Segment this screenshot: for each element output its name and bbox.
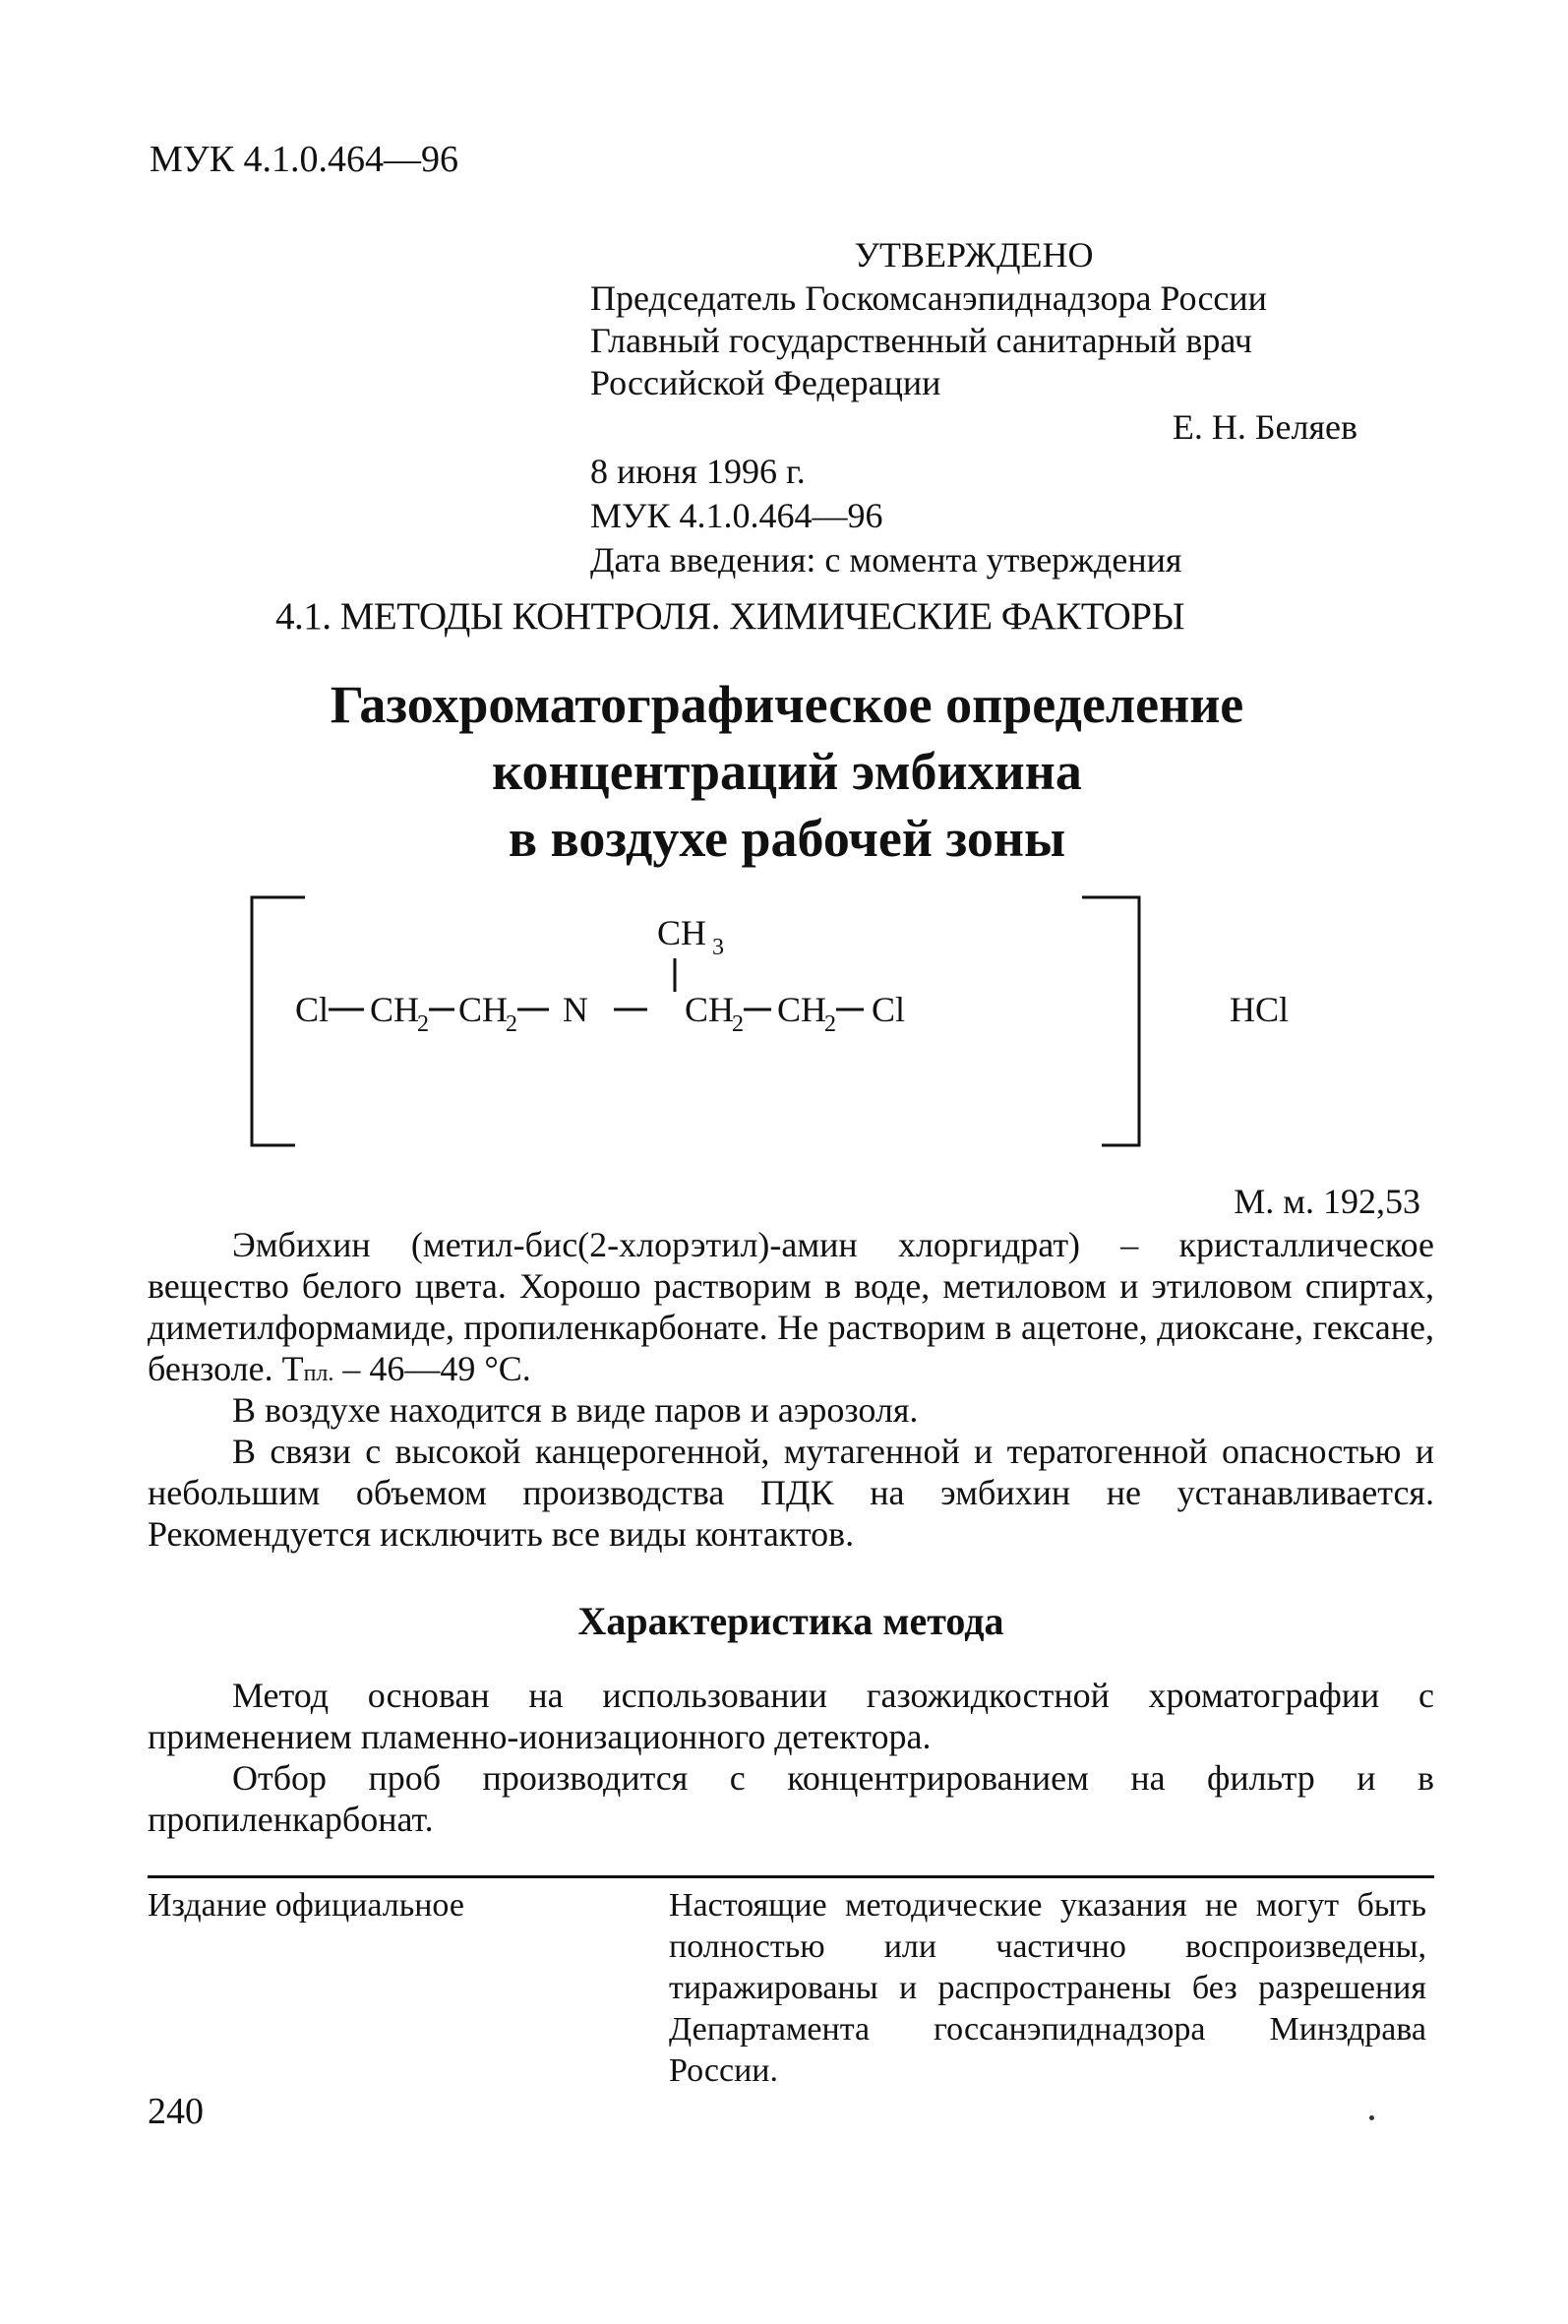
paragraph-method: [148, 1675, 1434, 1757]
formula-ch-b: CH: [458, 990, 509, 1029]
formula-sub-2: 2: [506, 1011, 517, 1037]
approval-block: [590, 232, 1357, 582]
document-code: МУК 4.1.0.464—96: [150, 139, 459, 180]
paragraph-text: Эмбихин (метил-бис(2-хлорэтил)-амин хлоргидрат) – кристаллическое вещество белого цвета. Хорошо растворим в воде, метиловом и этиловом спиртах, диметилформамиде, пропиленкарбонате. Не растворим в ацетоне, диоксане, гексане, бензоле. Т: [148, 1225, 1434, 1388]
formula-ch-c: CH: [685, 990, 735, 1029]
approval-signatory: Е. Н. Беляев: [1172, 407, 1357, 447]
approval-line: Российской Федерации: [590, 363, 941, 402]
formula-cl-right: Cl: [872, 990, 906, 1029]
approval-title: УТВЕРЖДЕНО: [854, 235, 1094, 275]
paragraph-air: [148, 1389, 1434, 1431]
paragraph: В воздухе находится в виде паров и аэрозоля.: [232, 1390, 919, 1430]
approval-line: Председатель Госкомсанэпиднадзора России: [590, 278, 1267, 318]
formula-sub-2: 2: [417, 1011, 429, 1037]
paragraph: Метод основан на использовании газожидкостной хроматографии с применением пламенно-ионизационного детектора.: [148, 1676, 1434, 1756]
formula-ch-d: CH: [777, 990, 827, 1029]
formula-svg: [236, 886, 1436, 1161]
structural-formula: [236, 886, 1436, 1161]
page-number: 240: [148, 2091, 204, 2132]
paragraph: В связи с высокой канцерогенной, мутагенной и тератогенной опасностью и небольшим объемом производства ПДК на эмбихин не устанавливается. Рекомендуется исключить все виды контактов.: [148, 1432, 1434, 1554]
title-line: в воздухе рабочей зоны: [508, 809, 1066, 868]
title-line: концентраций эмбихина: [492, 742, 1082, 801]
footer-official-edition: Издание официальное: [148, 1887, 464, 1924]
approval-code: МУК 4.1.0.464—96: [590, 496, 883, 535]
formula-sub-2: 2: [824, 1011, 836, 1037]
melting-sub: пл.: [303, 1361, 334, 1386]
approval-date: 8 июня 1996 г.: [590, 452, 806, 491]
approval-line: Главный государственный санитарный врач: [590, 321, 1252, 360]
footer-divider: [148, 1875, 1434, 1878]
paragraph-sampling: [148, 1757, 1434, 1840]
document-title: [148, 671, 1426, 872]
footer-copyright-notice: Настоящие методические указания не могут быть полностью или частично воспроизведены, тиражированы и распространены без разрешения Департамента госсанэпиднадзора Минздрава России.: [669, 1887, 1426, 2089]
paragraph: Отбор проб производится с концентрированием на фильтр и в пропиленкарбонат.: [148, 1758, 1434, 1839]
paragraph-text-end: – 46—49 °С.: [333, 1349, 531, 1388]
formula-sub-3: 3: [712, 935, 724, 960]
subsection-heading: Характеристика метода: [577, 1599, 1004, 1643]
approval-intro-date: Дата введения: с момента утверждения: [590, 540, 1182, 580]
title-line: Газохроматографическое определение: [330, 675, 1244, 734]
formula-sub-2: 2: [732, 1011, 744, 1037]
paragraph: [148, 1224, 1434, 1394]
formula-ch-top: CH: [657, 913, 707, 952]
scan-speck: [1369, 2115, 1374, 2120]
molar-mass: М. м. 192,53: [1234, 1182, 1420, 1221]
right-bracket: [1082, 897, 1139, 1145]
formula-n: N: [563, 990, 588, 1029]
formula-cl-left: Cl: [295, 990, 330, 1029]
formula-salt: HCl: [1230, 990, 1290, 1029]
formula-ch-a: CH: [370, 990, 420, 1029]
paragraph-description: [148, 1224, 1434, 1394]
paragraph-hazard: [148, 1431, 1434, 1555]
section-heading: 4.1. МЕТОДЫ КОНТРОЛЯ. ХИМИЧЕСКИЕ ФАКТОРЫ: [275, 595, 1184, 638]
